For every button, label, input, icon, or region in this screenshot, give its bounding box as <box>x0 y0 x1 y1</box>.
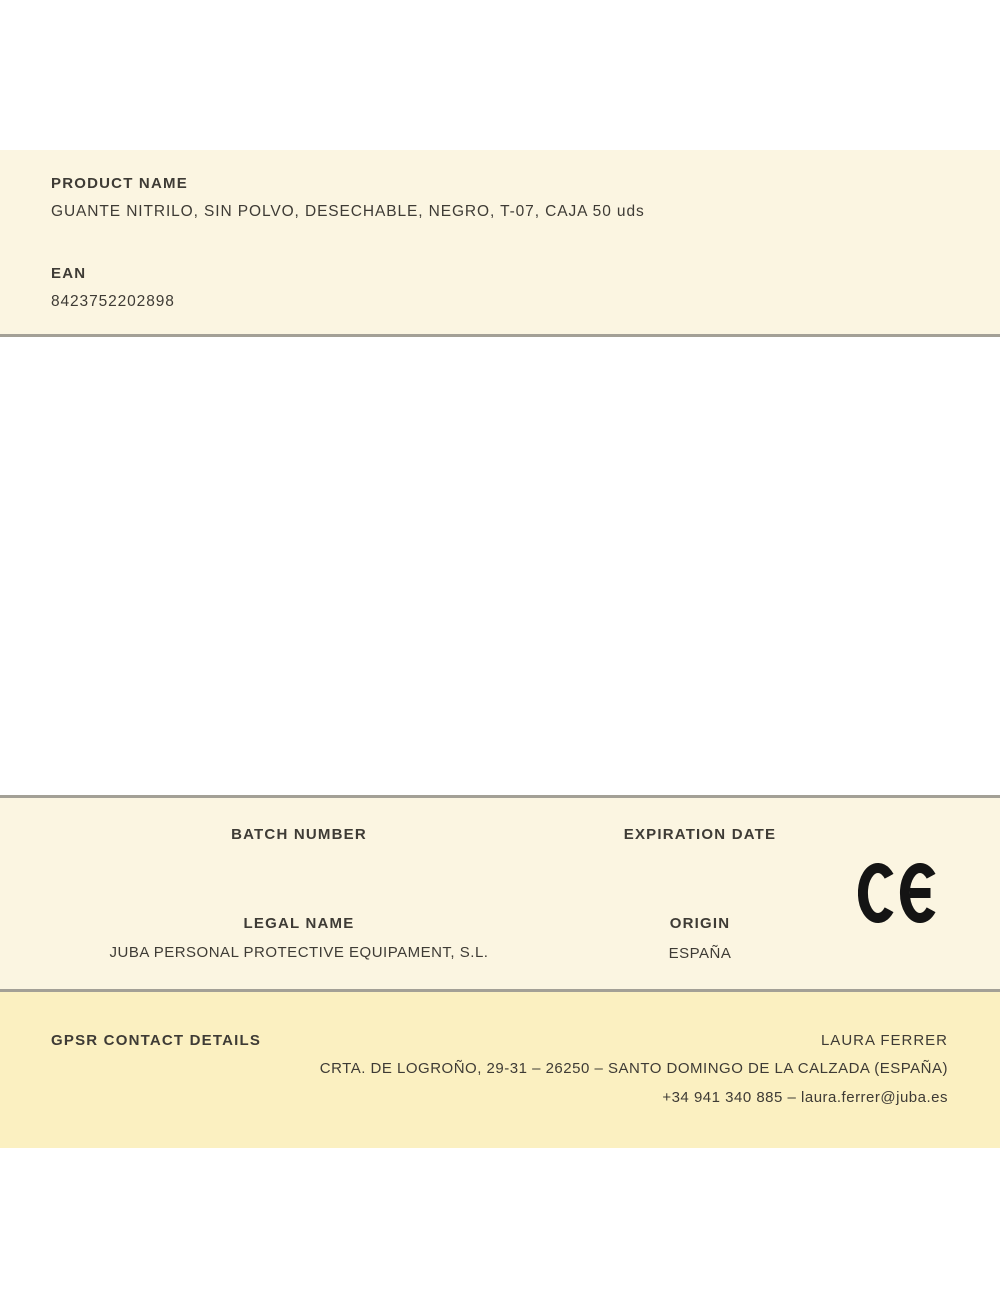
product-name-value: GUANTE NITRILO, SIN POLVO, DESECHABLE, NEGRO, T-07, CAJA 50 uds <box>51 203 645 220</box>
legal-name-value: JUBA PERSONAL PROTECTIVE EQUIPAMENT, S.L. <box>109 944 489 961</box>
gpsr-contact-label: GPSR CONTACT DETAILS <box>51 1032 262 1049</box>
ean-label: EAN <box>51 265 87 282</box>
origin-label: ORIGIN <box>669 915 731 932</box>
product-info-section <box>0 150 1000 337</box>
product-name-label: PRODUCT NAME <box>51 175 188 192</box>
contact-person-name: LAURA FERRER <box>820 1032 948 1049</box>
ce-mark-icon <box>858 862 942 924</box>
contact-address: CRTA. DE LOGROÑO, 29-31 – 26250 – SANTO DOMINGO DE LA CALZADA (ESPAÑA) <box>319 1060 948 1077</box>
ean-value: 8423752202898 <box>51 293 175 310</box>
gpsr-contact-section <box>0 992 1000 1148</box>
legal-name-label: LEGAL NAME <box>243 915 355 932</box>
origin-value: ESPAÑA <box>668 945 732 962</box>
batch-legal-section <box>0 795 1000 992</box>
expiration-date-label: EXPIRATION DATE <box>623 826 777 843</box>
batch-number-label: BATCH NUMBER <box>231 826 367 843</box>
contact-phone-email: +34 941 340 885 – laura.ferrer@juba.es <box>662 1089 948 1106</box>
